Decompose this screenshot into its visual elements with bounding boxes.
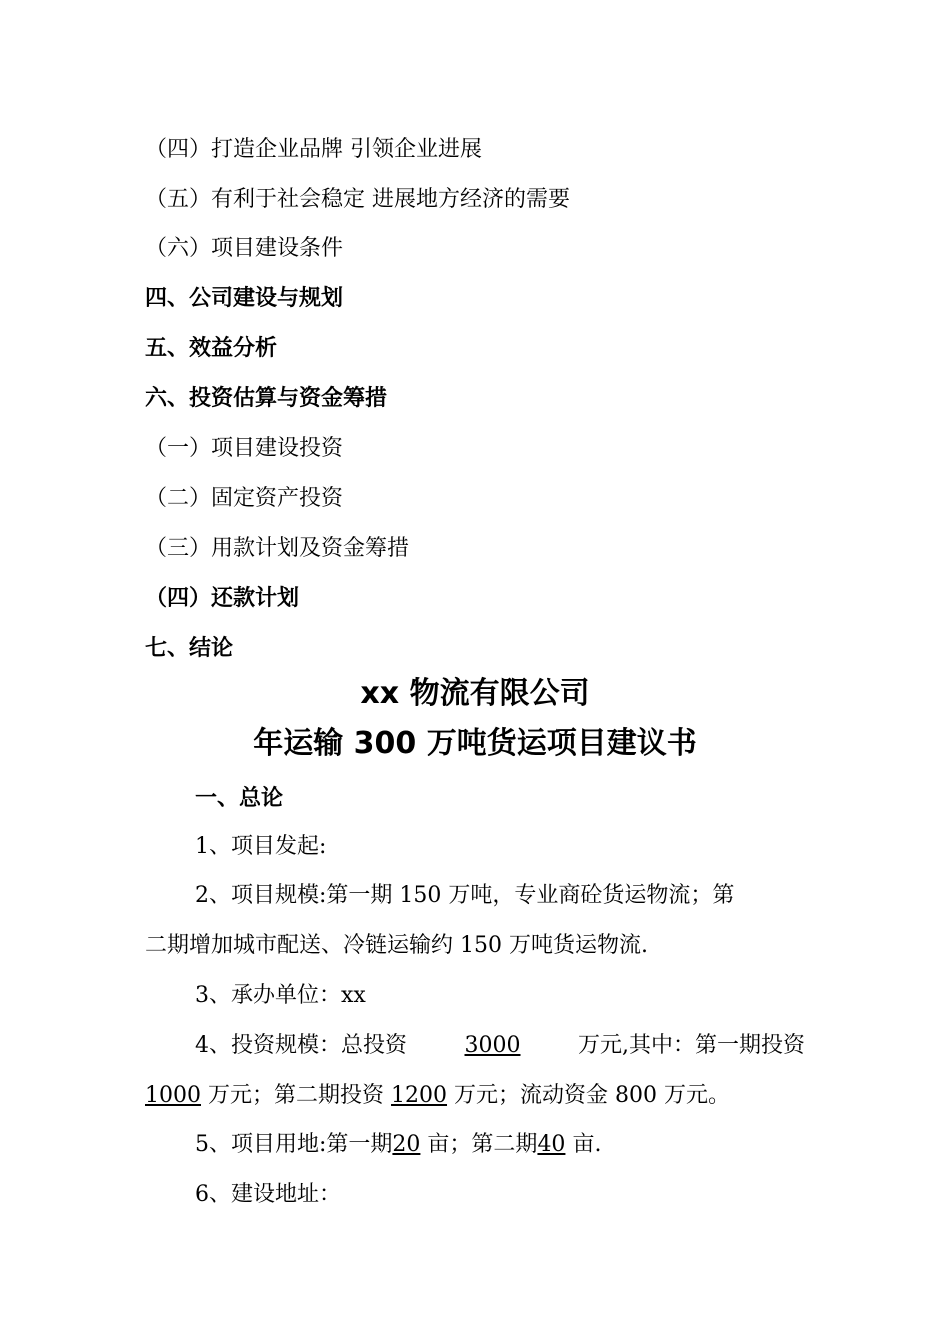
- text-segment: 万元；流动资金 800 万元。: [454, 1083, 730, 1108]
- text-segment: 万元；第二期投资: [208, 1083, 385, 1108]
- paragraph-project-initiation: 1、项目发起:: [195, 834, 327, 859]
- paragraph-project-scale: 2、项目规模:第一期 150 万吨，专业商砼货运物流；第: [195, 883, 735, 908]
- toc-item: （四）还款计划: [145, 586, 300, 611]
- paragraph-investment: [195, 1031, 805, 1061]
- phase2-investment-value: 1200: [391, 1083, 448, 1108]
- text-segment: 万元,其中：第一期投资: [578, 1033, 805, 1058]
- text-segment: 4、投资规模：总投资: [195, 1033, 407, 1058]
- toc-section: 七、结论: [145, 636, 234, 661]
- phase1-investment-value: 1000: [145, 1083, 201, 1108]
- document-title: xx 物流有限公司: [360, 676, 590, 711]
- text-segment: 5、项目用地:第一期: [195, 1132, 393, 1157]
- toc-item: （二）固定资产投资: [145, 486, 344, 511]
- toc-item: （六）项目建设条件: [145, 236, 344, 261]
- paragraph-site: 6、建设地址：: [195, 1182, 341, 1207]
- document-subtitle: 年运输 300 万吨货运项目建议书: [253, 726, 697, 761]
- phase2-land-value: 40: [537, 1132, 566, 1157]
- text-segment: 亩.: [572, 1132, 602, 1157]
- toc-section: 六、投资估算与资金筹措: [145, 386, 388, 411]
- toc-item: （五）有利于社会稳定 进展地方经济的需要: [145, 187, 570, 212]
- toc-item: （四）打造企业品牌 引领企业进展: [145, 137, 482, 162]
- paragraph-organizer: 3、承办单位：xx: [195, 983, 366, 1008]
- toc-item: （一）项目建设投资: [145, 436, 344, 461]
- paragraph-project-scale-cont: 二期增加城市配送、冷链运输约 150 万吨货运物流.: [145, 933, 648, 958]
- toc-item: （三）用款计划及资金筹措: [145, 536, 410, 561]
- phase1-land-value: 20: [392, 1132, 421, 1157]
- toc-section: 五、效益分析: [145, 336, 278, 361]
- total-investment-value: 3000: [464, 1033, 521, 1058]
- section-heading: 一、总论: [195, 786, 284, 811]
- text-segment: 亩；第二期: [427, 1132, 538, 1157]
- paragraph-investment-cont: [145, 1081, 730, 1111]
- toc-section: 四、公司建设与规划: [145, 286, 344, 311]
- paragraph-land: [195, 1130, 601, 1160]
